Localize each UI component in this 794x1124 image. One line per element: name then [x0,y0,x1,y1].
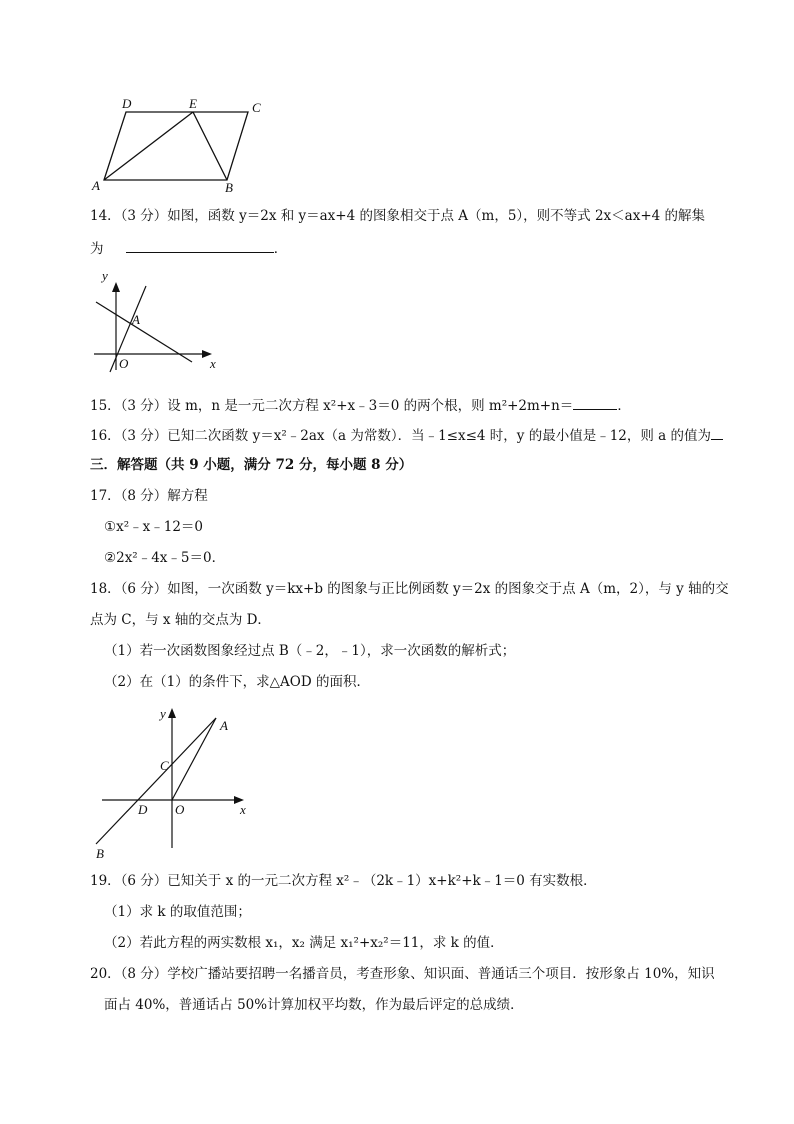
q14-graph-figure [88,266,228,376]
label-e: E [189,96,197,111]
segment-ae [104,112,193,180]
q15-answer-blank[interactable] [573,395,617,410]
line-y-kx-plus-b [96,718,216,844]
label-b: B [225,180,233,195]
section-3-title: 三．解答题（共 9 小题，满分 72 分，每小题 8 分） [90,457,413,473]
label-y: y [160,706,166,721]
q19-part1: （1）求 k 的取值范围； [104,904,251,920]
label-x: x [210,356,216,371]
q18-line1: 18．（6 分）如图，一次函数 y＝kx+b 的图象与正比例函数 y＝2x 的图象交于点 A（m，2），与 y 轴的交 [90,581,729,597]
q15-text: 15．（3 分）设 m，n 是一元二次方程 x²+x﹣3＝0 的两个根，则 m²+2m+n＝ [90,398,574,414]
y-axis-arrow-icon [112,282,120,292]
q16 [90,425,723,445]
parallelogram-abcd [104,112,248,180]
q18-graph-figure [88,702,268,862]
q18-line2: 点为 C，与 x 轴的交点为 D． [90,612,271,628]
q19-text: 19．（6 分）已知关于 x 的一元二次方程 x²﹣（2k﹣1）x+k²+k﹣1＝0 有实数根． [90,873,597,889]
label-b: B [96,846,104,861]
q14-line2 [90,238,287,258]
label-c: C [160,758,169,773]
q20-line2: 面占 40%，普通话占 50%计算加权平均数，作为最后评定的总成绩． [104,997,524,1013]
label-c: C [252,100,261,115]
q17-eq1: ①x²﹣x﹣12＝0 [104,519,204,535]
q14-suffix: ． [273,241,288,257]
label-d: D [122,96,132,111]
q16-answer-blank[interactable] [711,425,723,440]
label-d: D [138,802,148,817]
label-a: A [220,718,228,733]
q14-line1: 14．（3 分）如图，函数 y＝2x 和 y＝ax+4 的图象相交于点 A（m，5），则不等式 2x＜ax+4 的解集 [90,208,706,224]
line-y-2x [172,718,216,800]
q20-line1: 20．（8 分）学校广播站要招聘一名播音员，考查形象、知识面、普通话三个项目．按形象占 10%，知识 [90,966,715,982]
q17-eq2: ②2x²﹣4x﹣5＝0． [104,550,226,566]
label-y: y [102,268,108,283]
label-a: A [92,178,100,193]
label-x: x [240,802,246,817]
q18-part2: （2）在（1）的条件下，求△AOD 的面积． [104,674,370,690]
q18-part1: （1）若一次函数图象经过点 B（﹣2，﹣1），求一次函数的解析式； [104,643,516,659]
q14-answer-blank[interactable] [126,238,274,253]
label-o: O [119,356,129,371]
q16-text: 16．（3 分）已知二次函数 y＝x²﹣2ax（a 为常数）．当﹣1≤x≤4 时，y 的最小值是﹣12，则 a 的值为 [90,428,712,444]
q19-part2: （2）若此方程的两实数根 x₁，x₂ 满足 x₁²+x₂²＝11，求 k 的值． [104,935,504,951]
q14-prefix: 为 [90,241,104,257]
line-y-ax-plus-4 [96,302,192,362]
q17-text: 17．（8 分）解方程 [90,488,208,504]
y-axis-arrow-icon [168,708,176,718]
parallelogram-figure [88,92,278,196]
q15-suffix: ． [617,398,631,414]
q15 [90,395,631,415]
segment-eb [193,112,227,180]
label-o: O [175,802,185,817]
label-a: A [132,312,140,327]
